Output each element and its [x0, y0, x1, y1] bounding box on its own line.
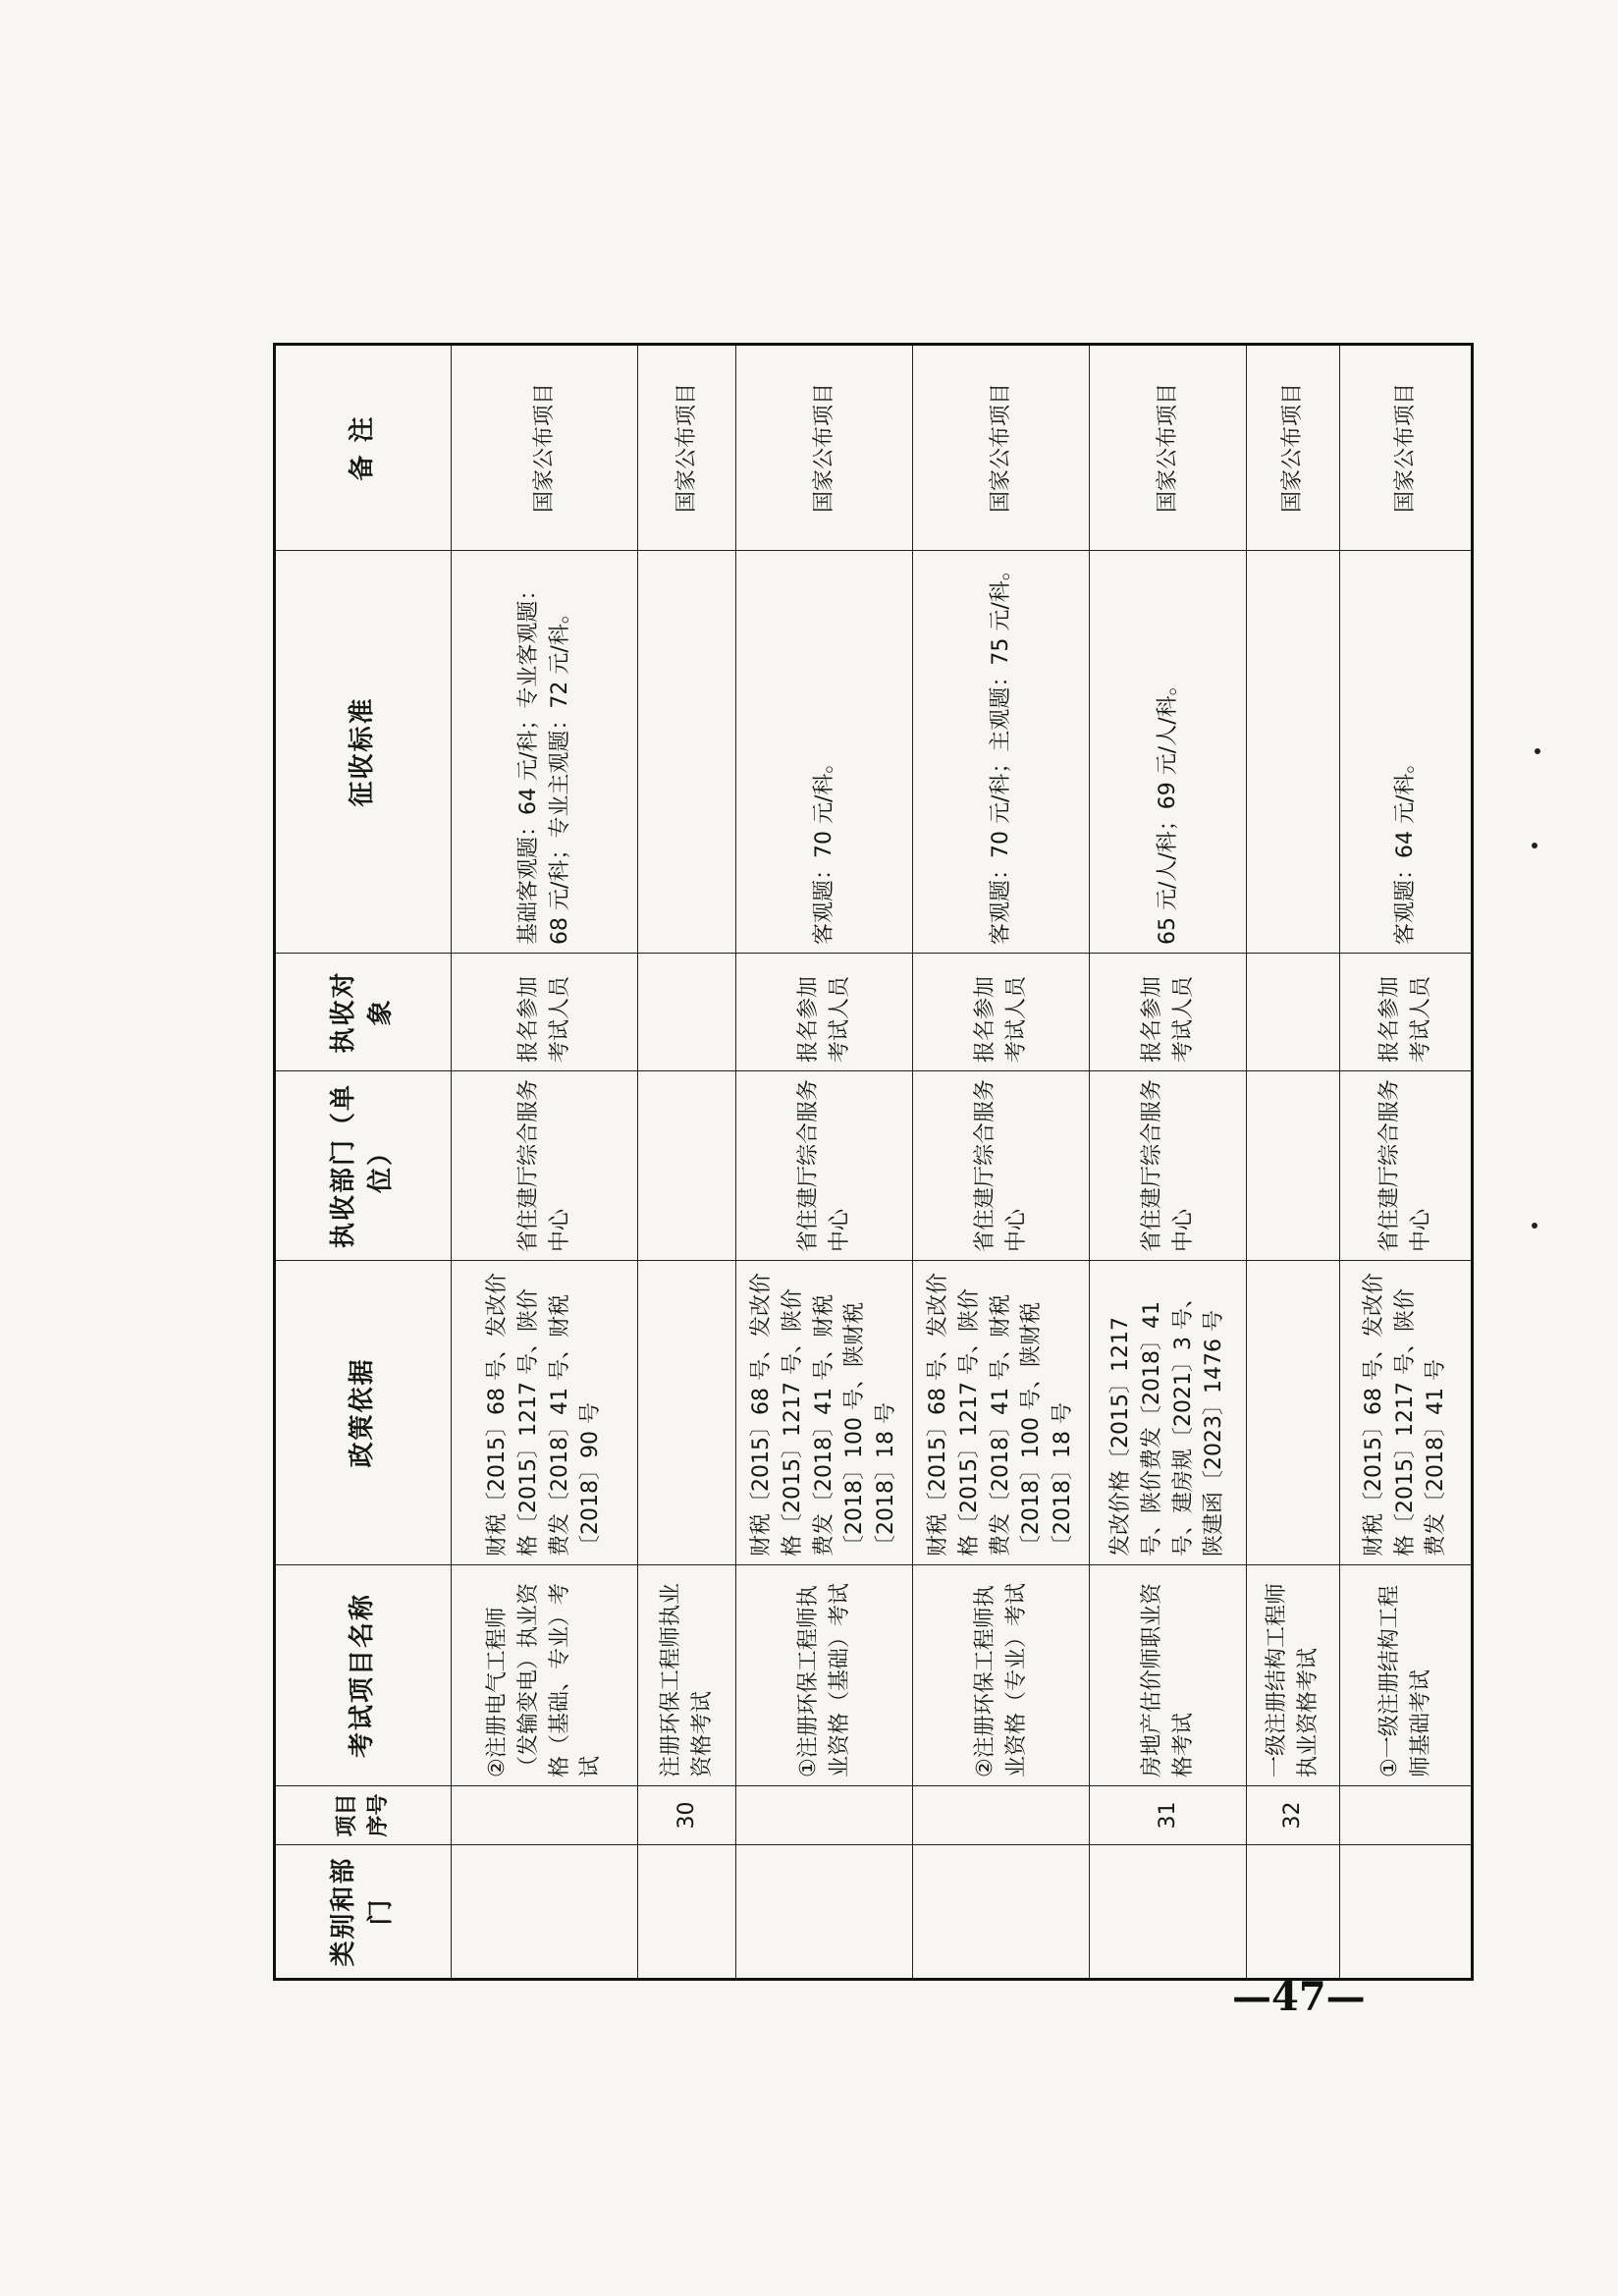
table-row [638, 345, 736, 1980]
row-target [1247, 954, 1340, 1071]
row-note: 国家公布项目 [638, 345, 736, 551]
table-row [452, 345, 638, 1980]
row-exam-name: ②注册电气工程师（发输变电）执业资格（基础、专业）考试 [452, 1565, 638, 1786]
row-dept [1247, 1071, 1340, 1261]
row-standard: 客观题：70 元/科；主观题：75 元/科。 [913, 551, 1090, 954]
row-category [452, 1845, 638, 1980]
rotated-page-content [273, 346, 1449, 1981]
row-dept: 省住建厅综合服务中心 [1340, 1071, 1473, 1261]
row-standard [638, 551, 736, 954]
header-dept: 执收部门（单位） [275, 1071, 452, 1261]
row-exam-name: ②注册环保工程师执业资格（专业）考试 [913, 1565, 1090, 1786]
row-category [1247, 1845, 1340, 1980]
table-row [1247, 345, 1340, 1980]
row-policy [1247, 1261, 1340, 1565]
header-category: 类别和部门 [275, 1845, 452, 1980]
table-row [1090, 345, 1247, 1980]
table-header-row [275, 345, 452, 1980]
row-exam-name: 注册环保工程师执业资格考试 [638, 1565, 736, 1786]
row-exam-name: 一级注册结构工程师执业资格考试 [1247, 1565, 1340, 1786]
row-target: 报名参加考试人员 [736, 954, 913, 1071]
row-dept: 省住建厅综合服务中心 [913, 1071, 1090, 1261]
row-seq [1340, 1786, 1473, 1845]
exam-fee-table [273, 343, 1474, 1981]
header-note: 备 注 [275, 345, 452, 551]
row-target: 报名参加考试人员 [1340, 954, 1473, 1071]
row-note: 国家公布项目 [913, 345, 1090, 551]
row-seq [452, 1786, 638, 1845]
row-policy [638, 1261, 736, 1565]
row-seq [913, 1786, 1090, 1845]
scan-speck [1532, 843, 1537, 848]
row-standard: 65 元/人/科；69 元/人/科。 [1090, 551, 1247, 954]
row-dept: 省住建厅综合服务中心 [1090, 1071, 1247, 1261]
table-row [1340, 345, 1473, 1980]
row-target: 报名参加考试人员 [913, 954, 1090, 1071]
row-category [1090, 1845, 1247, 1980]
row-category [638, 1845, 736, 1980]
header-standard: 征收标准 [275, 551, 452, 954]
header-target: 执收对象 [275, 954, 452, 1071]
scan-speck [1535, 748, 1540, 754]
row-dept [638, 1071, 736, 1261]
row-standard: 客观题：64 元/科。 [1340, 551, 1473, 954]
row-target [638, 954, 736, 1071]
row-exam-name: ①一级注册结构工程师基础考试 [1340, 1565, 1473, 1786]
scan-speck [1532, 1223, 1537, 1229]
row-note: 国家公布项目 [452, 345, 638, 551]
row-seq: 32 [1247, 1786, 1340, 1845]
row-category [913, 1845, 1090, 1980]
row-policy: 发改价格〔2015〕1217 号、陕价费发〔2018〕41 号、建房规〔2021〕3 号、陕建函〔2023〕1476 号 [1090, 1261, 1247, 1565]
row-note: 国家公布项目 [1247, 345, 1340, 551]
row-seq [736, 1786, 913, 1845]
row-note: 国家公布项目 [1340, 345, 1473, 551]
page-number: —47— [1232, 1974, 1366, 2020]
row-seq: 31 [1090, 1786, 1247, 1845]
row-policy: 财税〔2015〕68 号、发改价格〔2015〕1217 号、陕价费发〔2018〕41 号 [1340, 1261, 1473, 1565]
header-seq: 项目序号 [275, 1786, 452, 1845]
row-category [736, 1845, 913, 1980]
row-target: 报名参加考试人员 [452, 954, 638, 1071]
row-standard: 基础客观题：64 元/科；专业客观题：68 元/科；专业主观题：72 元/科。 [452, 551, 638, 954]
header-name: 考试项目名称 [275, 1565, 452, 1786]
row-standard: 客观题：70 元/科。 [736, 551, 913, 954]
header-policy: 政策依据 [275, 1261, 452, 1565]
table-row [736, 345, 913, 1980]
row-policy: 财税〔2015〕68 号、发改价格〔2015〕1217 号、陕价费发〔2018〕41 号、财税〔2018〕100 号、陕财税〔2018〕18 号 [913, 1261, 1090, 1565]
row-policy: 财税〔2015〕68 号、发改价格〔2015〕1217 号、陕价费发〔2018〕41 号、财税〔2018〕90 号 [452, 1261, 638, 1565]
row-note: 国家公布项目 [1090, 345, 1247, 551]
row-dept: 省住建厅综合服务中心 [736, 1071, 913, 1261]
row-exam-name: 房地产估价师职业资格考试 [1090, 1565, 1247, 1786]
table-row [913, 345, 1090, 1980]
row-standard [1247, 551, 1340, 954]
row-category [1340, 1845, 1473, 1980]
row-seq: 30 [638, 1786, 736, 1845]
row-policy: 财税〔2015〕68 号、发改价格〔2015〕1217 号、陕价费发〔2018〕41 号、财税〔2018〕100 号、陕财税〔2018〕18 号 [736, 1261, 913, 1565]
row-target: 报名参加考试人员 [1090, 954, 1247, 1071]
row-exam-name: ①注册环保工程师执业资格（基础）考试 [736, 1565, 913, 1786]
row-note: 国家公布项目 [736, 345, 913, 551]
row-dept: 省住建厅综合服务中心 [452, 1071, 638, 1261]
